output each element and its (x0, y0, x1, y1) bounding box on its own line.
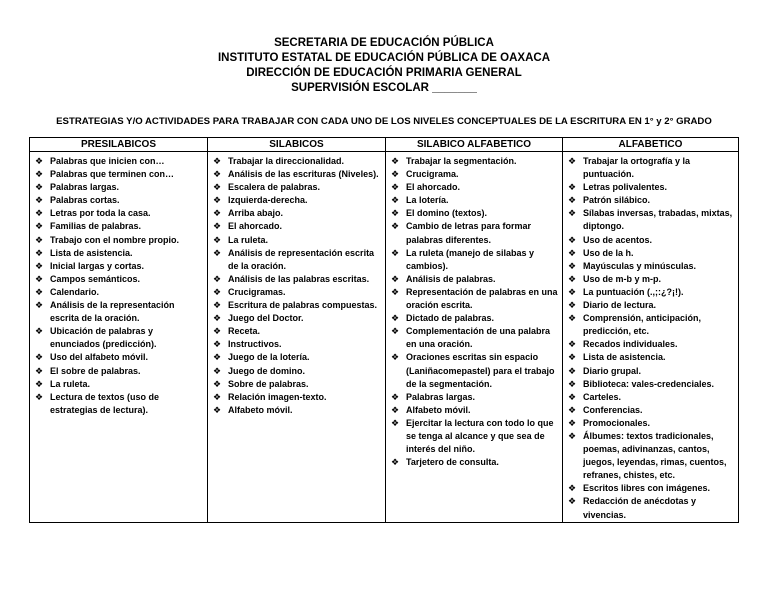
list-item (34, 194, 205, 207)
diamond-bullet-icon: ❖ (568, 352, 577, 363)
list-item (567, 417, 736, 430)
diamond-bullet-icon: ❖ (213, 273, 222, 284)
column-header-presilabicos: PRESILABICOS (30, 138, 208, 152)
column-cell-presilabicos (30, 152, 208, 523)
diamond-bullet-icon: ❖ (213, 313, 222, 324)
diamond-bullet-icon: ❖ (391, 156, 400, 166)
list-item (567, 286, 736, 299)
diamond-bullet-icon: ❖ (568, 247, 577, 258)
list-item-text: Escritura de palabras compuestas. (228, 300, 378, 311)
list-item (567, 312, 736, 338)
list-item-text: Palabras que inicien con… (50, 156, 165, 166)
diamond-bullet-icon: ❖ (391, 352, 400, 363)
list-item-text: Comprensión, anticipación, predicción, etc. (583, 313, 702, 337)
diamond-bullet-icon: ❖ (568, 313, 577, 324)
diamond-bullet-icon: ❖ (213, 221, 222, 232)
diamond-bullet-icon: ❖ (391, 169, 400, 180)
list-item-text: Familias de palabras. (50, 221, 142, 232)
list-item-text: Promocionales. (583, 417, 651, 428)
list-item (567, 234, 736, 247)
diamond-bullet-icon: ❖ (568, 260, 577, 271)
diamond-bullet-icon: ❖ (391, 286, 400, 297)
strategies-table (29, 137, 739, 523)
column-header-silabicos: SILABICOS (208, 138, 386, 152)
list-item (390, 155, 560, 168)
list-item-text: Calendario. (50, 286, 100, 297)
column-cell-silabico-alfabetico (386, 152, 563, 523)
diamond-bullet-icon: ❖ (568, 300, 577, 311)
list-item (212, 234, 383, 247)
diamond-bullet-icon: ❖ (391, 195, 400, 206)
diamond-bullet-icon: ❖ (391, 208, 400, 219)
list-item (390, 391, 560, 404)
list-item (212, 155, 383, 168)
list-item-text: Escalera de palabras. (228, 182, 321, 193)
list-item-text: Palabras cortas. (50, 195, 120, 206)
list-item-text: La lotería. (406, 195, 449, 206)
diamond-bullet-icon: ❖ (391, 247, 400, 258)
diamond-bullet-icon: ❖ (213, 339, 222, 350)
list-item-text: Dictado de palabras. (406, 313, 495, 324)
diamond-bullet-icon: ❖ (568, 182, 577, 193)
column-cell-alfabetico (563, 152, 739, 523)
list-item (390, 312, 560, 325)
list-item-text: Patrón silábico. (583, 195, 651, 206)
list-item (390, 181, 560, 194)
list-item-text: Palabras que terminen con… (50, 169, 175, 180)
diamond-bullet-icon: ❖ (213, 404, 222, 415)
diamond-bullet-icon: ❖ (213, 391, 222, 402)
diamond-bullet-icon: ❖ (568, 234, 577, 245)
list-item (567, 365, 736, 378)
list-item (390, 417, 560, 456)
list-item (390, 286, 560, 312)
list-item (567, 155, 736, 181)
list-item-text: Uso de m-b y m-p. (583, 273, 662, 284)
list-item (567, 338, 736, 351)
list-item-text: Trabajar la ortografía y la puntuación. (583, 156, 691, 180)
table-header-row (30, 138, 739, 152)
diamond-bullet-icon: ❖ (35, 182, 44, 193)
list-item (212, 404, 383, 417)
list-item (390, 273, 560, 286)
list-item-text: Álbumes: textos tradicionales, poemas, adivinanzas, cantos, juegos, leyendas, rimas, cuentos, refranes, chistes, etc. (583, 430, 727, 481)
list-item (34, 220, 205, 233)
diamond-bullet-icon: ❖ (391, 391, 400, 402)
diamond-bullet-icon: ❖ (35, 365, 44, 376)
diamond-bullet-icon: ❖ (568, 195, 577, 206)
list-item (390, 220, 560, 246)
list-item-text: El ahorcado. (228, 221, 283, 232)
list-item (390, 207, 560, 220)
activity-list-alfabetico (567, 155, 736, 522)
list-item-text: Receta. (228, 326, 261, 337)
list-item-text: Lista de asistencia. (583, 352, 666, 363)
list-item (567, 404, 736, 417)
column-header-silabico-alfabetico: SILABICO ALFABETICO (386, 138, 563, 152)
list-item-text: Lista de asistencia. (50, 247, 133, 258)
list-item-text: Conferencias. (583, 404, 643, 415)
list-item-text: El ahorcado. (406, 182, 461, 193)
diamond-bullet-icon: ❖ (391, 221, 400, 232)
diamond-bullet-icon: ❖ (35, 300, 44, 311)
list-item-text: Sobre de palabras. (228, 378, 309, 389)
diamond-bullet-icon: ❖ (213, 169, 222, 180)
diamond-bullet-icon: ❖ (35, 391, 44, 402)
list-item (212, 325, 383, 338)
list-item (212, 351, 383, 364)
list-item (567, 299, 736, 312)
diamond-bullet-icon: ❖ (35, 234, 44, 245)
list-item-text: Arriba abajo. (228, 208, 284, 219)
list-item (212, 338, 383, 351)
list-item-text: Alfabeto móvil. (406, 404, 471, 415)
list-item (212, 365, 383, 378)
list-item-text: El domino (textos). (406, 208, 487, 219)
diamond-bullet-icon: ❖ (35, 208, 44, 219)
list-item (212, 391, 383, 404)
list-item-text: Juego del Doctor. (228, 313, 304, 324)
diamond-bullet-icon: ❖ (213, 234, 222, 245)
list-item (212, 194, 383, 207)
list-item (212, 299, 383, 312)
list-item-text: Relación imagen-texto. (228, 391, 327, 402)
list-item (34, 247, 205, 260)
list-item-text: La ruleta. (50, 378, 91, 389)
list-item-text: Juego de la lotería. (228, 352, 310, 363)
list-item (34, 181, 205, 194)
list-item-text: Crucigramas. (228, 286, 286, 297)
diamond-bullet-icon: ❖ (568, 208, 577, 219)
list-item (34, 365, 205, 378)
list-item (390, 351, 560, 390)
list-item-text: Trabajar la direccionalidad. (228, 156, 345, 166)
list-item (212, 247, 383, 273)
list-item-text: Lectura de textos (uso de estrategias de lectura). (50, 391, 160, 415)
diamond-bullet-icon: ❖ (568, 391, 577, 402)
diamond-bullet-icon: ❖ (213, 365, 222, 376)
column-header-alfabetico: ALFABETICO (563, 138, 739, 152)
list-item (567, 207, 736, 233)
list-item-text: Biblioteca: vales-credenciales. (583, 378, 715, 389)
diamond-bullet-icon: ❖ (213, 300, 222, 311)
activity-list-presilabicos (34, 155, 205, 417)
diamond-bullet-icon: ❖ (568, 483, 577, 494)
list-item-text: Escritos libres con imágenes. (583, 483, 711, 494)
diamond-bullet-icon: ❖ (391, 182, 400, 193)
diamond-bullet-icon: ❖ (568, 273, 577, 284)
list-item (34, 391, 205, 417)
list-item-text: Sílabas inversas, trabadas, mixtas, diptongo. (583, 208, 733, 232)
diamond-bullet-icon: ❖ (391, 457, 400, 468)
list-item (34, 325, 205, 351)
list-item-text: Uso de acentos. (583, 234, 653, 245)
list-item-text: La puntuación (.,;:¿?¡!). (583, 286, 684, 297)
list-item-text: Izquierda-derecha. (228, 195, 308, 206)
header-line-ieepo: INSTITUTO ESTATAL DE EDUCACIÓN PÚBLICA DE OAXACA (217, 52, 551, 64)
list-item (34, 168, 205, 181)
list-item-text: Análisis de la representación escrita de la oración. (50, 300, 175, 324)
list-item-text: Crucigrama. (406, 169, 459, 180)
diamond-bullet-icon: ❖ (35, 169, 44, 180)
list-item (567, 482, 736, 495)
list-item-text: Trabajar la segmentación. (406, 156, 517, 166)
diamond-bullet-icon: ❖ (568, 404, 577, 415)
list-item-text: Complementación de una palabra en una oración. (406, 326, 551, 350)
list-item-text: Uso de la h. (583, 247, 634, 258)
diamond-bullet-icon: ❖ (213, 195, 222, 206)
diamond-bullet-icon: ❖ (568, 339, 577, 350)
list-item (212, 286, 383, 299)
list-item (390, 325, 560, 351)
list-item-text: Letras por toda la casa. (50, 208, 151, 219)
list-item-text: Análisis de representación escrita de la oración. (228, 247, 375, 271)
list-item (567, 247, 736, 260)
list-item (567, 495, 736, 521)
list-item (34, 273, 205, 286)
list-item (34, 378, 205, 391)
list-item-text: Tarjetero de consulta. (406, 457, 499, 468)
list-item (34, 234, 205, 247)
header-line-direccion: DIRECCIÓN DE EDUCACIÓN PRIMARIA GENERAL (246, 67, 522, 79)
list-item (34, 286, 205, 299)
diamond-bullet-icon: ❖ (213, 378, 222, 389)
list-item-text: Palabras largas. (50, 182, 120, 193)
list-item-text: La ruleta. (228, 234, 269, 245)
diamond-bullet-icon: ❖ (213, 247, 222, 258)
list-item (212, 220, 383, 233)
list-item (567, 351, 736, 364)
diamond-bullet-icon: ❖ (391, 326, 400, 337)
list-item-text: Análisis de las palabras escritas. (228, 273, 370, 284)
list-item (34, 207, 205, 220)
diamond-bullet-icon: ❖ (35, 260, 44, 271)
diamond-bullet-icon: ❖ (568, 496, 577, 507)
diamond-bullet-icon: ❖ (213, 286, 222, 297)
diamond-bullet-icon: ❖ (568, 156, 577, 166)
list-item (212, 273, 383, 286)
column-cell-silabicos (208, 152, 386, 523)
diamond-bullet-icon: ❖ (35, 378, 44, 389)
diamond-bullet-icon: ❖ (391, 313, 400, 324)
list-item-text: Análisis de palabras. (406, 273, 496, 284)
diamond-bullet-icon: ❖ (391, 273, 400, 284)
list-item (34, 260, 205, 273)
list-item-text: La ruleta (manejo de silabas y cambios). (406, 247, 535, 271)
list-item-text: Uso del alfabeto móvil. (50, 352, 149, 363)
list-item (390, 456, 560, 469)
list-item (212, 168, 383, 181)
activity-list-silabicos (212, 155, 383, 417)
list-item-text: Recados individuales. (583, 339, 678, 350)
list-item (567, 391, 736, 404)
list-item (567, 273, 736, 286)
list-item (567, 181, 736, 194)
list-item-text: Cambio de letras para formar palabras diferentes. (406, 221, 532, 245)
list-item (212, 312, 383, 325)
diamond-bullet-icon: ❖ (35, 273, 44, 284)
list-item (567, 378, 736, 391)
list-item-text: Oraciones escritas sin espacio (Laniñacomepastel) para el trabajo de la segmentación. (406, 352, 555, 389)
diamond-bullet-icon: ❖ (391, 417, 400, 428)
list-item (390, 168, 560, 181)
list-item (212, 181, 383, 194)
list-item-text: Redacción de anécdotas y vivencias. (583, 496, 697, 520)
list-item-text: Alfabeto móvil. (228, 404, 293, 415)
document-subtitle: ESTRATEGIAS Y/O ACTIVIDADES PARA TRABAJAR CON CADA UNO DE LOS NIVELES CONCEPTUALES DE LA ESCRITURA EN 1° y 2° GRADO (56, 116, 712, 127)
diamond-bullet-icon: ❖ (35, 195, 44, 206)
diamond-bullet-icon: ❖ (568, 286, 577, 297)
diamond-bullet-icon: ❖ (213, 182, 222, 193)
diamond-bullet-icon: ❖ (35, 247, 44, 258)
diamond-bullet-icon: ❖ (35, 156, 44, 166)
list-item (567, 194, 736, 207)
document-header (0, 36, 768, 96)
list-item-text: Mayúsculas y minúsculas. (583, 260, 697, 271)
diamond-bullet-icon: ❖ (35, 286, 44, 297)
list-item-text: Ubicación de palabras y enunciados (predicción). (50, 326, 157, 350)
list-item-text: Palabras largas. (406, 391, 476, 402)
diamond-bullet-icon: ❖ (391, 404, 400, 415)
diamond-bullet-icon: ❖ (213, 208, 222, 219)
list-item-text: Análisis de las escrituras (Niveles). (228, 169, 379, 180)
list-item-text: Ejercitar la lectura con todo lo que se tenga al alcance y que sea de interés del niño. (406, 417, 554, 455)
list-item (567, 430, 736, 482)
diamond-bullet-icon: ❖ (568, 378, 577, 389)
list-item-text: Instructivos. (228, 339, 282, 350)
activity-list-silabico-alfabetico (390, 155, 560, 469)
list-item (212, 378, 383, 391)
list-item (390, 247, 560, 273)
diamond-bullet-icon: ❖ (568, 365, 577, 376)
header-line-supervision: SUPERVISIÓN ESCOLAR _______ (291, 82, 477, 94)
list-item-text: Representación de palabras en una oración escrita. (406, 286, 558, 311)
list-item (212, 207, 383, 220)
diamond-bullet-icon: ❖ (35, 326, 44, 337)
list-item (567, 260, 736, 273)
list-item (34, 299, 205, 325)
header-line-sep: SECRETARIA DE EDUCACIÓN PÚBLICA (274, 37, 494, 49)
list-item (390, 404, 560, 417)
list-item-text: Inicial largas y cortas. (50, 260, 145, 271)
list-item-text: Letras polivalentes. (583, 182, 668, 193)
diamond-bullet-icon: ❖ (213, 156, 222, 166)
diamond-bullet-icon: ❖ (35, 221, 44, 232)
list-item-text: Campos semánticos. (50, 273, 141, 284)
diamond-bullet-icon: ❖ (568, 417, 577, 428)
list-item (34, 155, 205, 168)
diamond-bullet-icon: ❖ (35, 352, 44, 363)
diamond-bullet-icon: ❖ (213, 352, 222, 363)
list-item-text: Juego de domino. (228, 365, 306, 376)
table-body-row (30, 152, 739, 523)
list-item-text: Carteles. (583, 391, 622, 402)
diamond-bullet-icon: ❖ (213, 326, 222, 337)
list-item-text: Diario de lectura. (583, 300, 657, 311)
diamond-bullet-icon: ❖ (568, 430, 577, 441)
list-item-text: Trabajo con el nombre propio. (50, 234, 180, 245)
list-item-text: El sobre de palabras. (50, 365, 141, 376)
list-item-text: Diario grupal. (583, 365, 642, 376)
list-item (390, 194, 560, 207)
list-item (34, 351, 205, 364)
